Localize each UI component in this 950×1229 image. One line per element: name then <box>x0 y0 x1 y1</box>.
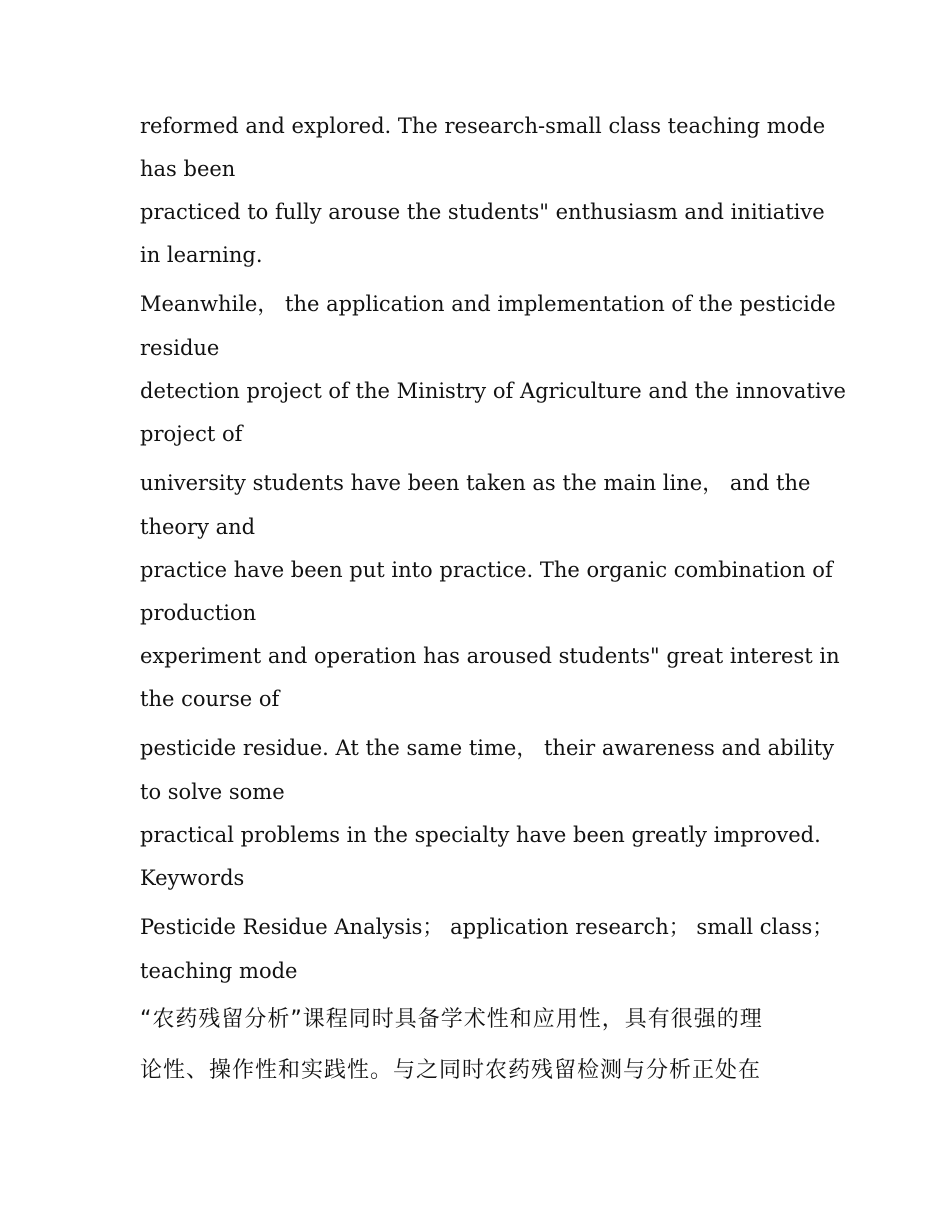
chinese-text-line: “农药残留分析”课程同时具备学术性和应用性，具有很强的理 <box>140 1007 763 1032</box>
text-line: theory and <box>140 515 256 539</box>
text-line: practical problems in the specialty have been greatly improved. <box>140 823 821 847</box>
text-line: production <box>140 601 257 625</box>
chinese-text-line: 论性、操作性和实践性。与之同时农药残留检测与分析正处在 <box>140 1058 762 1083</box>
text-line: pesticide residue. At the same time， their awareness and ability <box>140 736 835 760</box>
text-line: project of <box>140 422 243 446</box>
keywords-heading: Keywords <box>140 866 245 890</box>
keywords-list: Pesticide Residue Analysis； application research； small class； <box>140 915 834 939</box>
text-line: Meanwhile， the application and implementation of the pesticide <box>140 292 836 316</box>
keywords-list-continued: teaching mode <box>140 959 298 983</box>
text-line: experiment and operation has aroused students" great interest in <box>140 644 840 668</box>
text-line: residue <box>140 336 220 360</box>
text-line: in learning. <box>140 243 263 267</box>
text-line: reformed and explored. The research-small class teaching mode <box>140 114 826 138</box>
text-line: to solve some <box>140 780 285 804</box>
text-line: detection project of the Ministry of Agriculture and the innovative <box>140 379 846 403</box>
text-line: has been <box>140 157 236 181</box>
text-line: practiced to fully arouse the students" enthusiasm and initiative <box>140 200 825 224</box>
text-line: the course of <box>140 687 280 711</box>
text-line: practice have been put into practice. The organic combination of <box>140 558 833 582</box>
text-line: university students have been taken as the main line， and the <box>140 471 811 495</box>
